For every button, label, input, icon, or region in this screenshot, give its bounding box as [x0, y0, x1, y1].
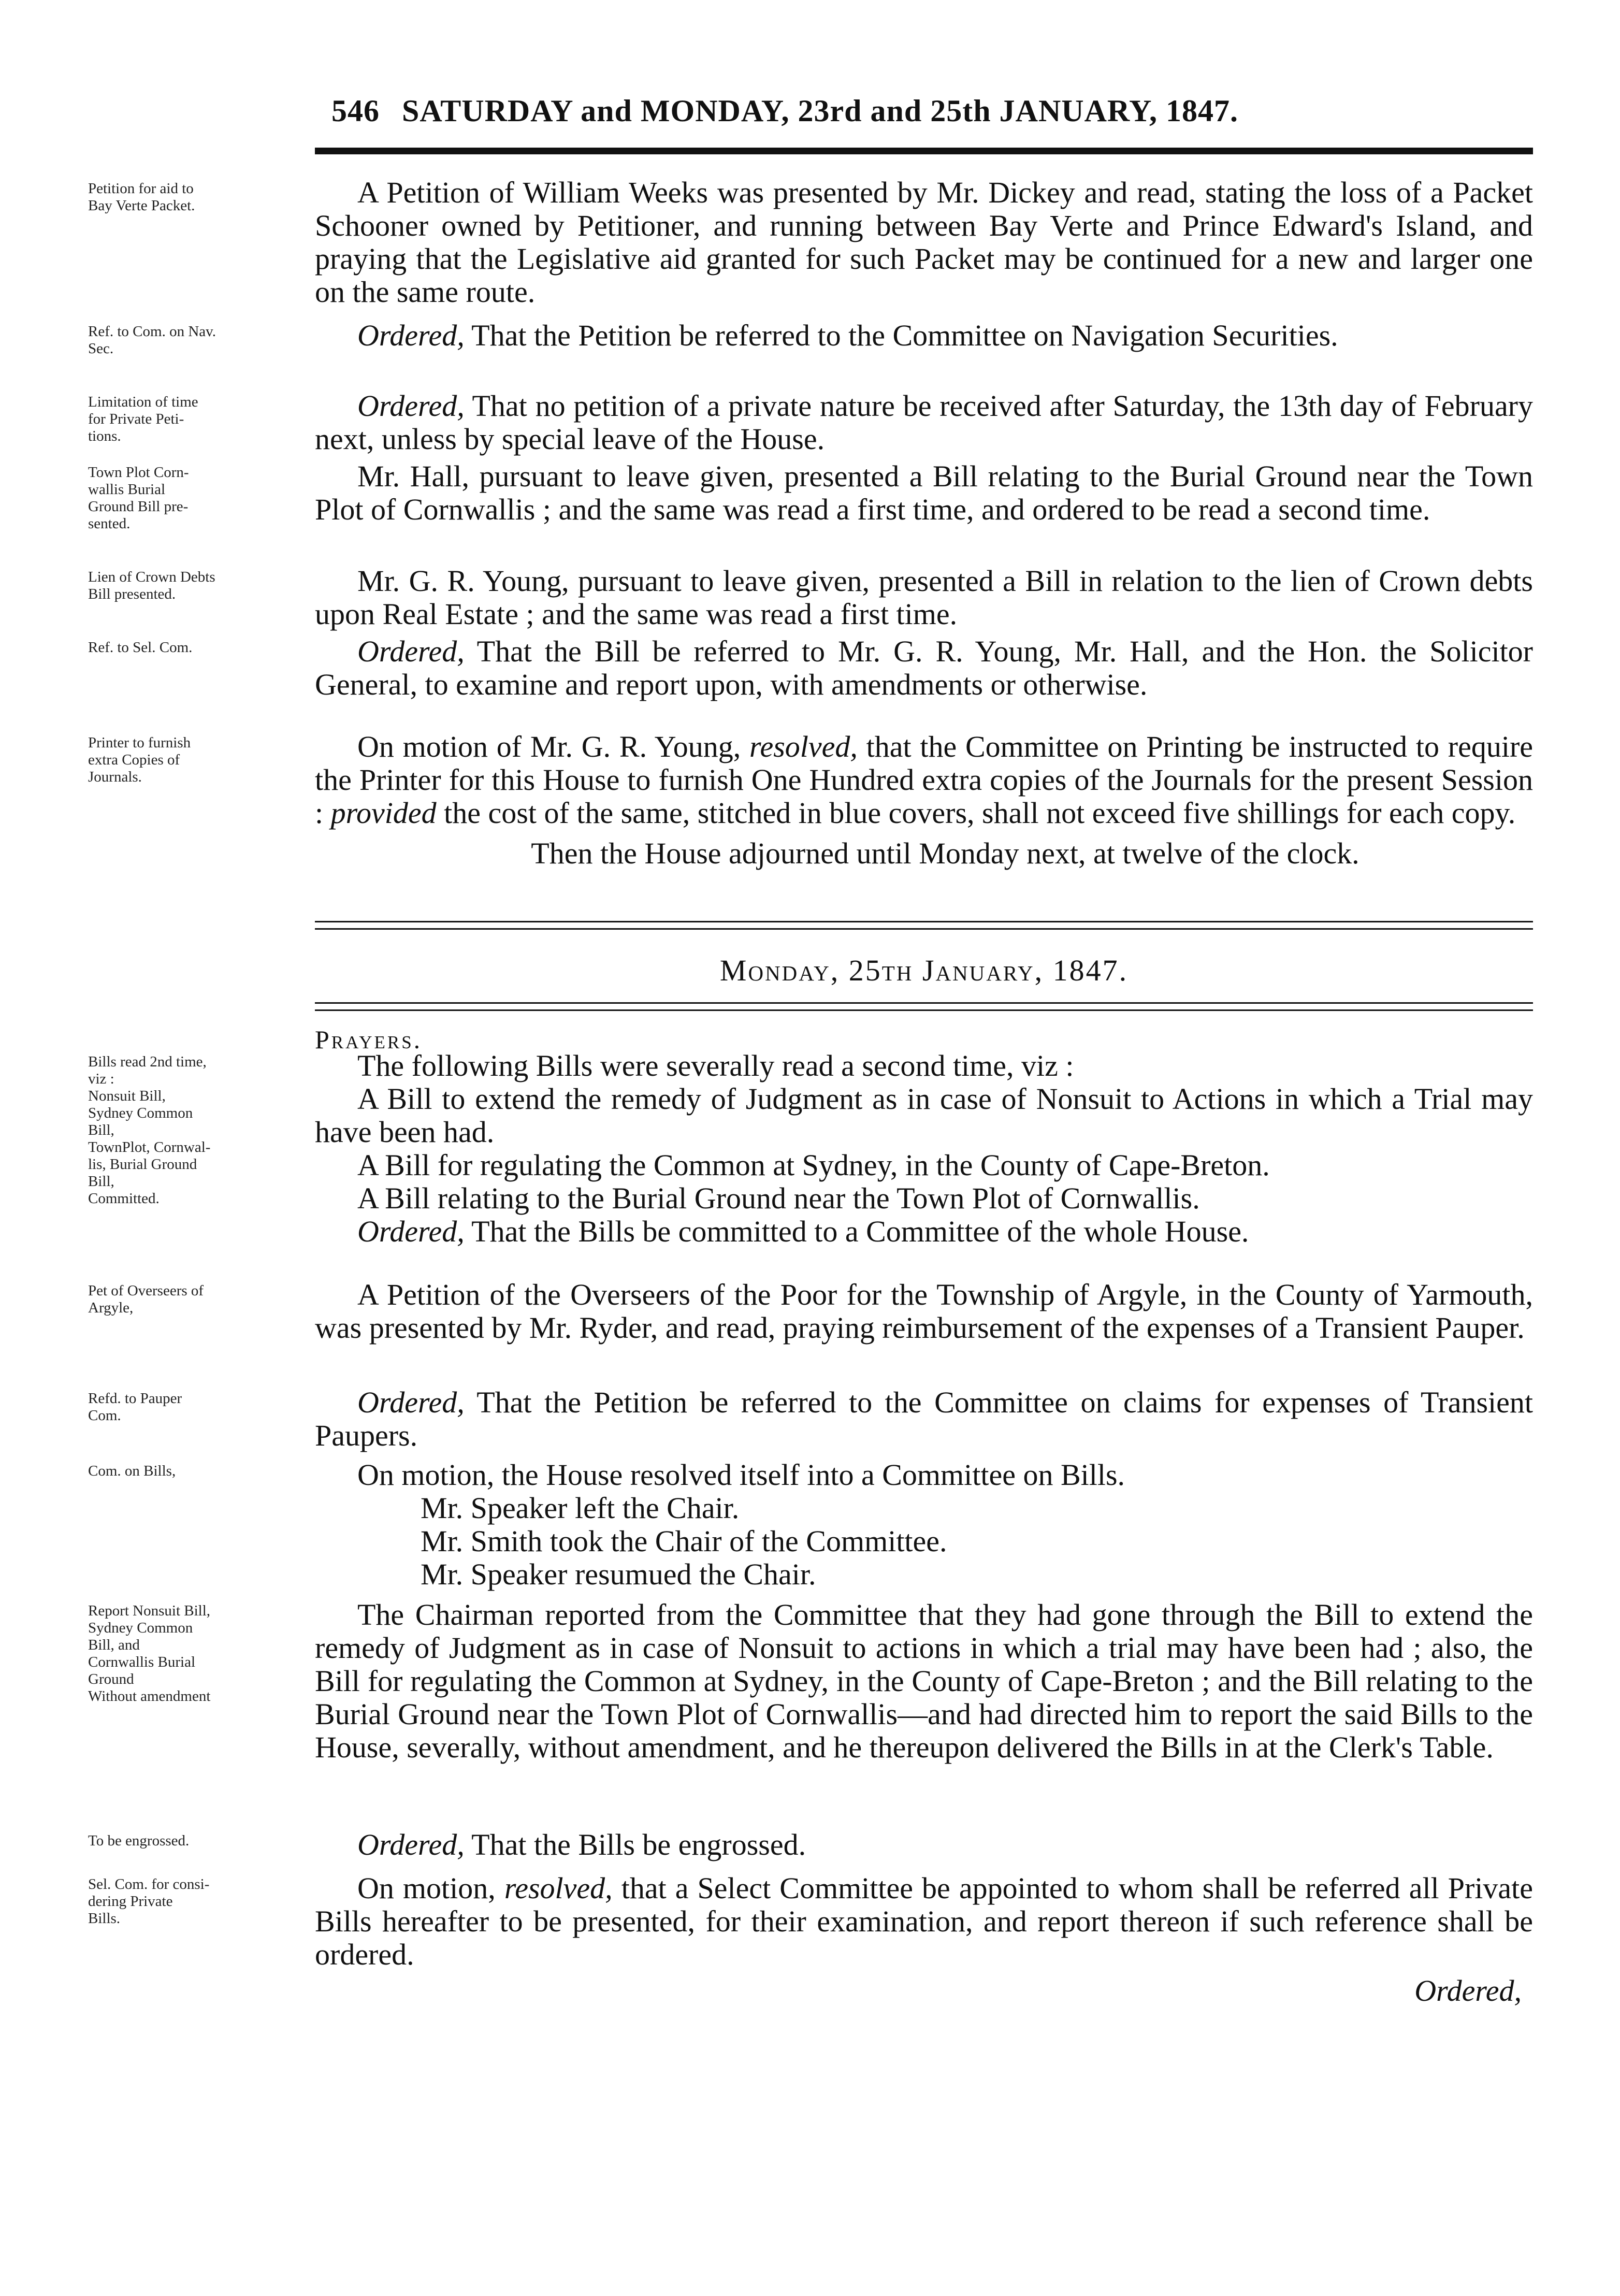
- paragraph: [315, 1278, 1533, 1345]
- paragraph-text: Mr. Speaker resumued the Chair.: [421, 1557, 816, 1591]
- margin-note: Limitation of time for Private Peti- tions.: [88, 394, 198, 444]
- paragraph-text: That no petition of a private nature be received after Saturday, the 13th day of February next, unless by special leave of the House.: [315, 389, 1533, 456]
- italic-lead: provided: [330, 796, 437, 830]
- paragraph-text: Mr. G. R. Young, pursuant to leave given, presented a Bill in relation to the lien of Crown debts upon Real Estate ; and the same was read a first time.: [315, 564, 1533, 631]
- paragraph-text: A Bill to extend the remedy of Judgment as in case of Nonsuit to Actions in which a Trial may have been had.: [315, 1082, 1533, 1149]
- margin-note: Town Plot Corn- wallis Burial Ground Bill pre- sented.: [88, 464, 189, 532]
- italic-lead: Ordered,: [357, 634, 465, 668]
- paragraph: [315, 1525, 1533, 1558]
- paragraph-text: A Bill relating to the Burial Ground near the Town Plot of Cornwallis.: [357, 1181, 1200, 1215]
- paragraph: [315, 1215, 1533, 1248]
- paragraph: [315, 1182, 1533, 1215]
- paragraph: [315, 176, 1533, 309]
- paragraph-text: The following Bills were severally read a second time, viz :: [357, 1049, 1074, 1082]
- paragraph-text: That the Bills be engrossed.: [464, 1828, 806, 1861]
- date-rule-top: [315, 1002, 1533, 1004]
- margin-note: Refd. to Pauper Com.: [88, 1390, 182, 1424]
- italic-lead: Ordered,: [357, 319, 465, 352]
- paragraph: [315, 460, 1533, 526]
- paragraph: [315, 730, 1533, 830]
- paragraph: [315, 1828, 1533, 1861]
- section-divider-bottom: [315, 928, 1533, 930]
- margin-note: Ref. to Com. on Nav. Sec.: [88, 323, 216, 357]
- paragraph: [315, 1459, 1533, 1492]
- page-title: SATURDAY and MONDAY, 23rd and 25th JANUARY, 1847.: [402, 94, 1238, 128]
- paragraph: [315, 1149, 1533, 1182]
- prayers-heading: Prayers.: [315, 1025, 423, 1054]
- date-rule-bottom: [315, 1009, 1533, 1011]
- paragraph-text: Mr. Smith took the Chair of the Committee.: [421, 1524, 947, 1558]
- margin-note: Sel. Com. for consi- dering Private Bills.: [88, 1876, 210, 1927]
- margin-note: Bills read 2nd time, viz : Nonsuit Bill, Sydney Common Bill, TownPlot, Cornwal- lis, Burial Ground Bill, Committed.: [88, 1053, 211, 1207]
- italic-lead: resolved,: [504, 1871, 613, 1905]
- paragraph-text: A Petition of the Overseers of the Poor for the Township of Argyle, in the County of Yarmouth, was presented by Mr. Ryder, and read, praying reimbursement of the expenses of a Transient Pauper.: [315, 1278, 1533, 1345]
- margin-note: To be engrossed.: [88, 1832, 190, 1849]
- margin-note: Lien of Crown Debts Bill presented.: [88, 569, 215, 602]
- page-number: 546: [331, 94, 380, 128]
- paragraph-text: Then the House adjourned until Monday next, at twelve of the clock.: [531, 836, 1359, 870]
- paragraph-text: A Bill for regulating the Common at Sydney, in the County of Cape-Breton.: [357, 1148, 1270, 1182]
- margin-note: Report Nonsuit Bill, Sydney Common Bill, and Cornwallis Burial Ground Without amendment: [88, 1602, 211, 1705]
- entry-body: [315, 1386, 1533, 1452]
- adjournment-line: [315, 837, 1533, 870]
- entry-body: [315, 460, 1533, 526]
- paragraph-text: The Chairman reported from the Committee that they had gone through the Bill to extend the remedy of Judgment as in case of Nonsuit to actions in which a trial may have been had ; also, the Bill for regulating the Common at Sydney, in the County of Cape-Breton ; and the Bill relating to the Burial Ground near the Town Plot of Cornwallis—and had directed him to report the said Bills to the House, severally, without amendment, and he thereupon delivered the Bills in at the Clerk's Table.: [315, 1598, 1533, 1764]
- margin-note: Ref. to Sel. Com.: [88, 639, 193, 656]
- italic-lead: Ordered,: [357, 1385, 465, 1419]
- paragraph-text: Mr. Speaker left the Chair.: [421, 1491, 740, 1525]
- paragraph-text: that the Committee on Printing be instructed to require the Printer for this House to furnish One Hundred extra copies of the Journals for the present Session :: [315, 730, 1533, 830]
- paragraph: [315, 1598, 1533, 1764]
- monday-date-heading: Monday, 25th January, 1847.: [719, 954, 1129, 987]
- paragraph: [315, 1049, 1533, 1082]
- margin-note: Com. on Bills,: [88, 1463, 176, 1479]
- catchword: Ordered,: [1414, 1974, 1522, 2008]
- italic-lead: Ordered,: [357, 1828, 465, 1861]
- paragraph-text: Mr. Hall, pursuant to leave given, presented a Bill relating to the Burial Ground near the Town Plot of Cornwallis ; and the same was read a first time, and ordered to be read a second time.: [315, 459, 1533, 526]
- entry-body: [315, 319, 1533, 352]
- paragraph-text: that a Select Committee be appointed to whom shall be referred all Private Bills hereafter to be presented, for their examination, and report thereon if such reference shall be ordered.: [315, 1871, 1534, 1971]
- entry-body: [315, 389, 1533, 456]
- entry-body: [315, 1598, 1533, 1764]
- paragraph: [315, 1386, 1533, 1452]
- paragraph-text: A Petition of William Weeks was presented by Mr. Dickey and read, stating the loss of a Packet Schooner owned by Petitioner, and running between Bay Verte and Prince Edward's Island, and praying that the Legislative aid granted for such Packet may be continued for a new and larger one on the same route.: [315, 176, 1533, 309]
- entry-body: [315, 1459, 1533, 1591]
- entry-body: [315, 1872, 1533, 1971]
- paragraph-text: That the Bills be committed to a Committee of the whole House.: [464, 1215, 1249, 1248]
- paragraph-text: On motion, the House resolved itself into a Committee on Bills.: [357, 1458, 1125, 1492]
- entry-body: [315, 176, 1533, 309]
- header-rule: [315, 148, 1533, 154]
- entry-body: [315, 635, 1533, 701]
- section-divider-top: [315, 921, 1533, 922]
- paragraph: [315, 1872, 1533, 1971]
- entry-body: [315, 730, 1533, 870]
- paragraph-text: That the Bill be referred to Mr. G. R. Young, Mr. Hall, and the Hon. the Solicitor General, to examine and report upon, with amendments or otherwise.: [315, 634, 1533, 701]
- paragraph: [315, 389, 1533, 456]
- paragraph-text: On motion,: [357, 1871, 504, 1905]
- entry-body: [315, 1278, 1533, 1345]
- paragraph-text: On motion of Mr. G. R. Young,: [357, 730, 750, 763]
- entry-body: [315, 1828, 1533, 1861]
- entry-body: [315, 1049, 1533, 1248]
- italic-lead: Ordered,: [357, 1215, 465, 1248]
- paragraph-text: the cost of the same, stitched in blue covers, shall not exceed five shillings for each copy.: [436, 796, 1516, 830]
- paragraph: [315, 319, 1533, 352]
- margin-note: Petition for aid to Bay Verte Packet.: [88, 180, 195, 214]
- entry-body: [315, 565, 1533, 631]
- page-header: [331, 93, 1533, 129]
- paragraph: [315, 635, 1533, 701]
- italic-lead: resolved,: [749, 730, 858, 763]
- italic-lead: Ordered,: [357, 389, 465, 423]
- paragraph: [315, 565, 1533, 631]
- paragraph: [315, 1082, 1533, 1149]
- margin-note: Printer to furnish extra Copies of Journals.: [88, 734, 191, 785]
- paragraph: [315, 1558, 1533, 1591]
- paragraph-text: That the Petition be referred to the Committee on Navigation Securities.: [464, 319, 1338, 352]
- paragraph-text: That the Petition be referred to the Committee on claims for expenses of Transient Paupers.: [315, 1385, 1533, 1452]
- margin-note: Pet of Overseers of Argyle,: [88, 1282, 204, 1316]
- paragraph: [315, 1492, 1533, 1525]
